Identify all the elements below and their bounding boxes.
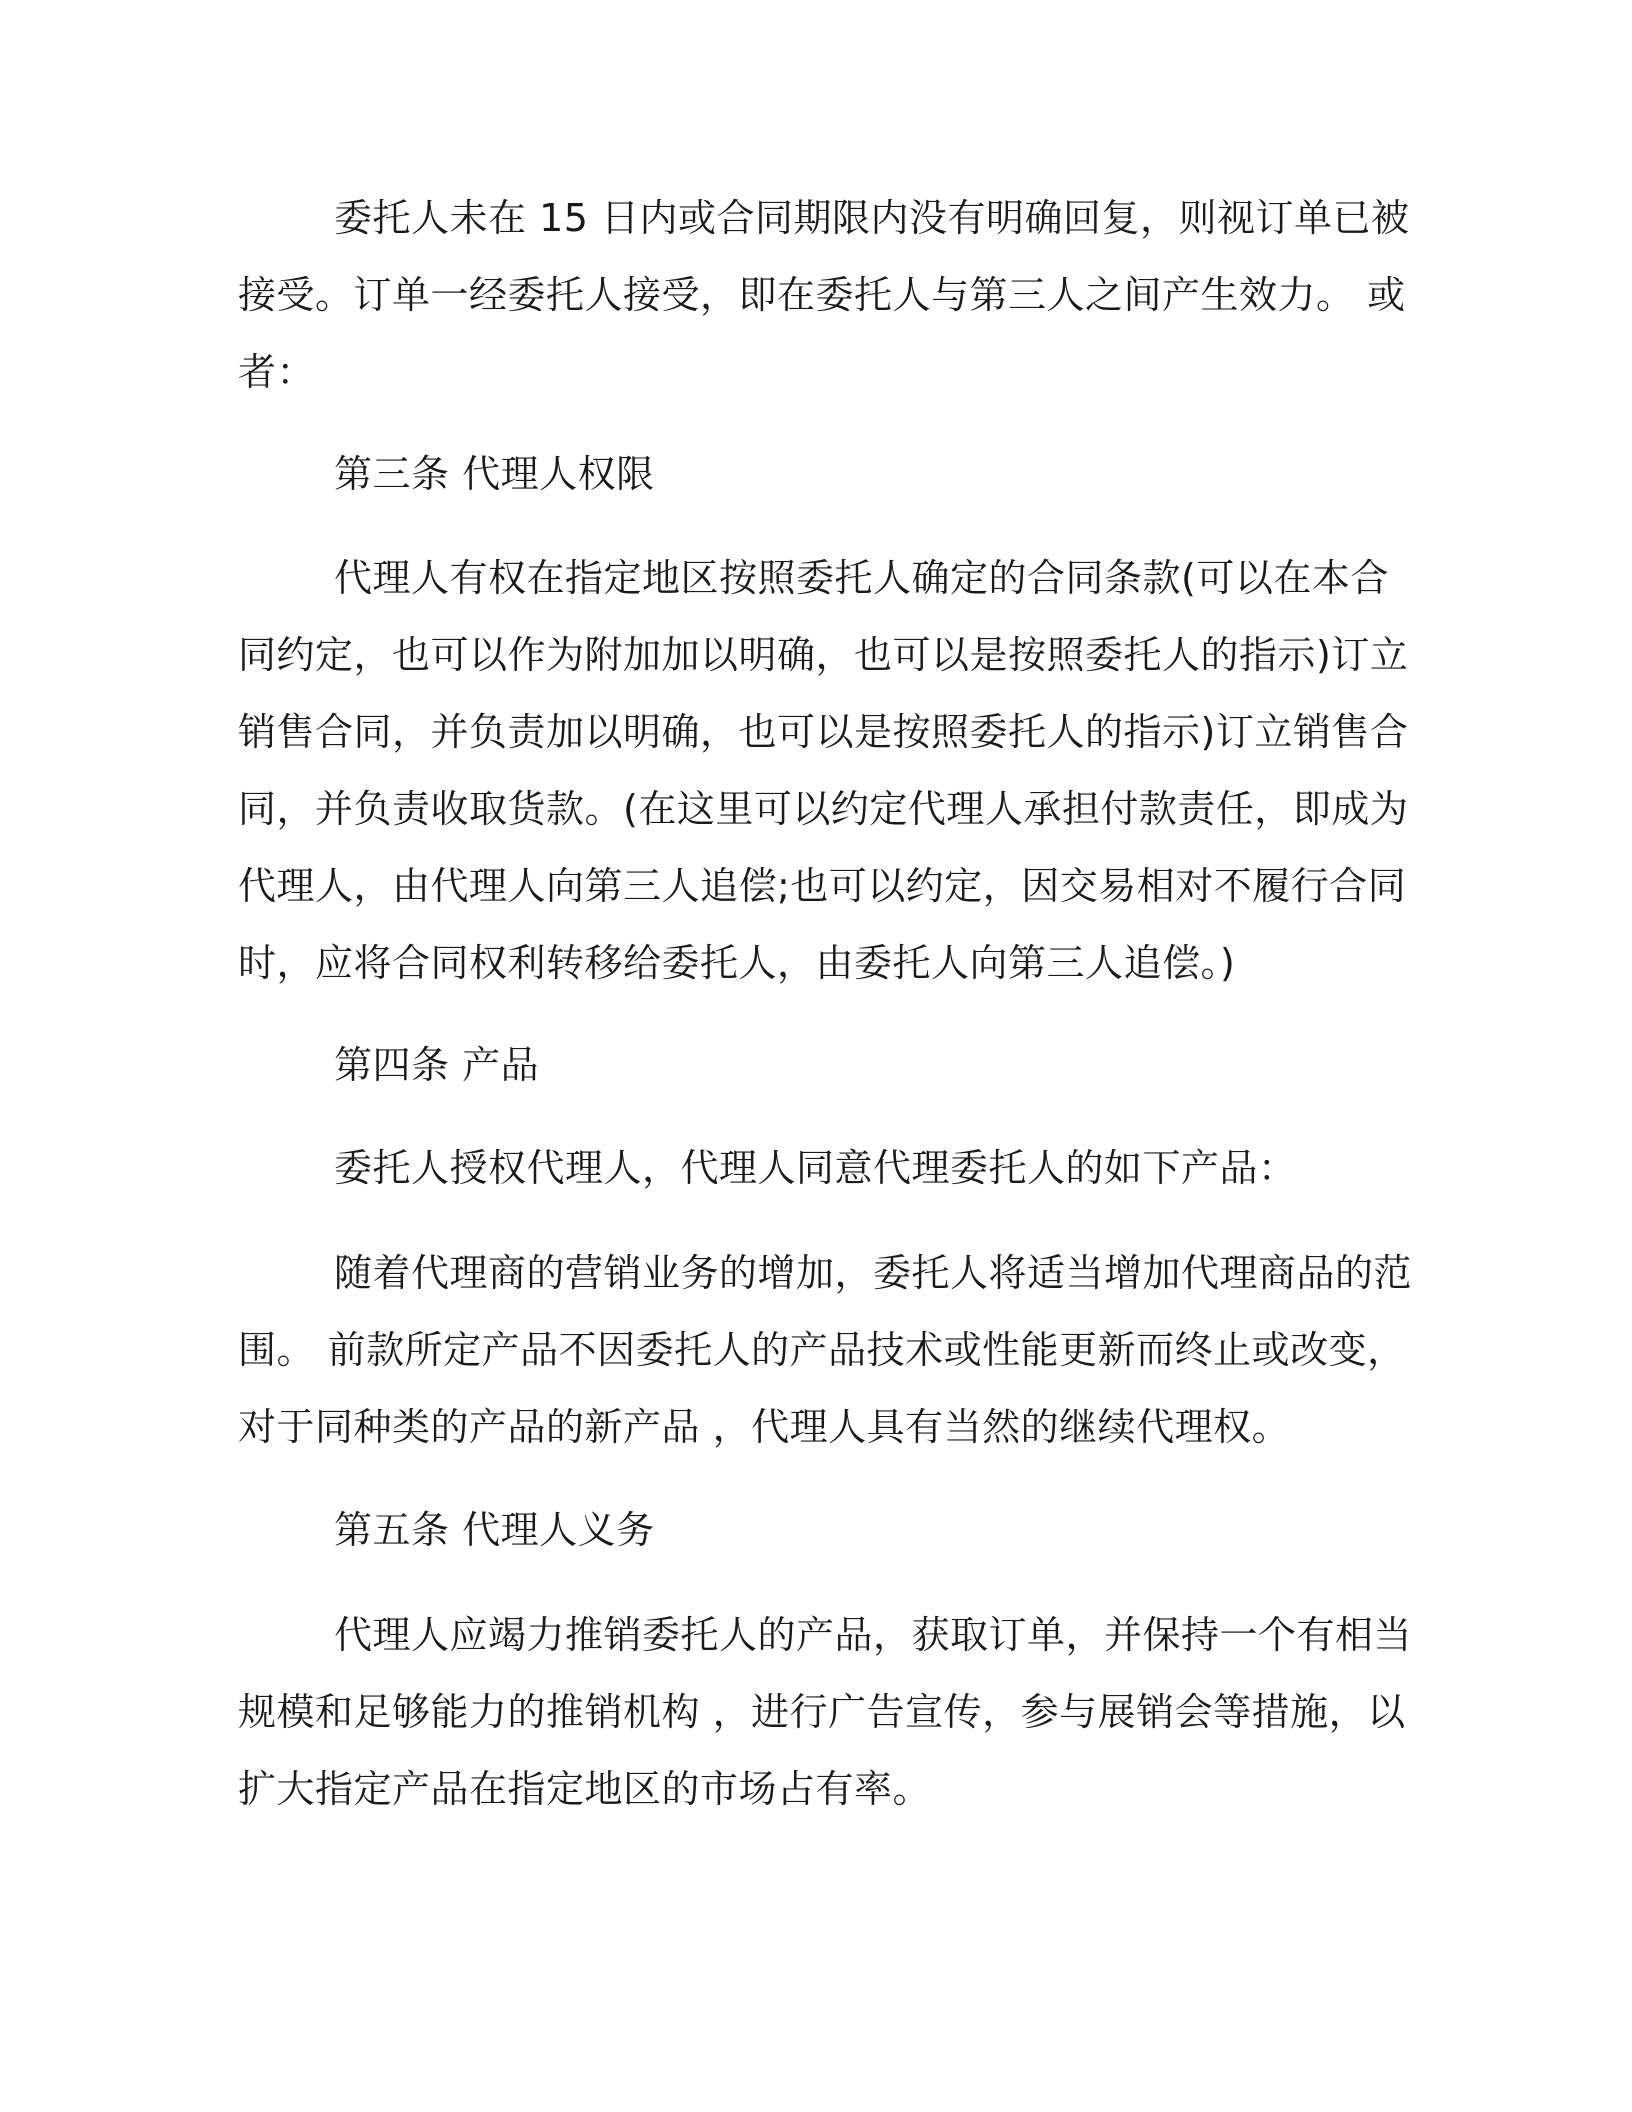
paragraph-reply-acceptance (238, 180, 1410, 411)
text-line: 者： (238, 350, 316, 394)
text-line: 代理人有权在指定地区按照委托人确定的合同条款(可以在本合 (334, 556, 1389, 600)
text-line: 接受。订单一经委托人接受，即在委托人与第三人之间产生效力。 或 (238, 273, 1406, 317)
article-4-heading: 第四条 产品 (334, 1043, 540, 1087)
text-line: 围。 前款所定产品不因委托人的产品技术或性能更新而终止或改变， (238, 1328, 1406, 1372)
paragraph-product-scope (238, 1235, 1412, 1466)
text-line: 同，并负责收取货款。(在这里可以约定代理人承担付款责任，即成为 (238, 787, 1409, 831)
text-line: 销售合同，并负责加以明确，也可以是按照委托人的指示)订立销售合 (238, 710, 1409, 754)
text-line: 代理人应竭力推销委托人的产品，获取订单，并保持一个有相当 (334, 1613, 1413, 1657)
text-line: 规模和足够能力的推销机构 ，进行广告宣传，参与展销会等措施，以 (238, 1690, 1406, 1734)
text-line: 时，应将合同权利转移给委托人，由委托人向第三人追偿。) (238, 941, 1236, 985)
text-line: 委托人未在 15 日内或合同期限内没有明确回复，则视订单已被 (334, 196, 1410, 240)
text-line: 代理人，由代理人向第三人追偿;也可以约定，因交易相对不履行合同 (238, 864, 1407, 908)
text-line: 同约定，也可以作为附加加以明确，也可以是按照委托人的指示)订立 (238, 633, 1409, 677)
paragraph-products-intro (238, 1130, 1297, 1207)
article-3-heading: 第三条 代理人权限 (334, 452, 655, 496)
paragraph-agent-obligations (238, 1597, 1412, 1828)
text-line: 对于同种类的产品的新产品 ，代理人具有当然的继续代理权。 (238, 1405, 1291, 1449)
article-5-heading: 第五条 代理人义务 (334, 1508, 655, 1552)
text-line: 委托人授权代理人，代理人同意代理委托人的如下产品： (334, 1146, 1297, 1190)
text-line: 随着代理商的营销业务的增加，委托人将适当增加代理商品的范 (334, 1251, 1413, 1295)
paragraph-agent-authority (238, 540, 1408, 1002)
text-line: 扩大指定产品在指定地区的市场占有率。 (238, 1767, 932, 1811)
